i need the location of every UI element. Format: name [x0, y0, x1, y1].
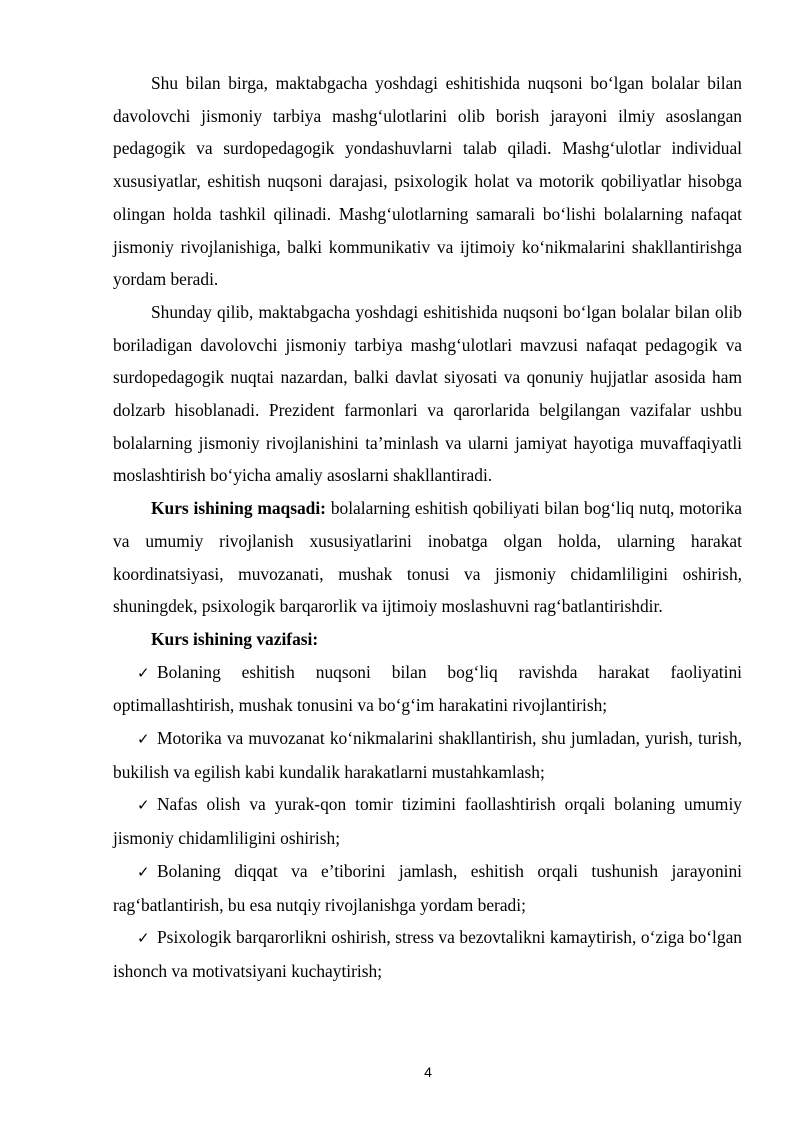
paragraph-intro: Shu bilan birga, maktabgacha yoshdagi eshitishida nuqsoni bo‘lgan bolalar bilan davolovchi jismoniy tarbiya mashg‘ulotlarini olib borish jarayoni ilmiy asoslangan pedagogik va surdopedagogik yondashuvlarni talab qiladi. Mashg‘ulotlar individual xususiyatlar, eshitish nuqsoni darajasi, psixologik holat va motorik qobiliyatlar hisobga olingan holda tashkil qilinadi. Mashg‘ulotlarning samarali bo‘lishi bolalarning nafaqat jismoniy rivojlanishiga, balki kommunikativ va ijtimoiy ko‘nikmalarini shakllantirishga yordam beradi.	[113, 73, 742, 290]
checkmark-icon: ✓	[137, 796, 150, 815]
task-item-3	[113, 788, 742, 854]
checkmark-icon: ✓	[137, 929, 150, 948]
page-number: 4	[424, 1064, 432, 1080]
goal-text: bolalarning eshitish qobiliyati bilan bog‘liq nutq, motorika va umumiy rivojlanish xususiyatlarini inobatga olgan holda, ularning harakat koordinatsiyasi, muvozanati, mushak tonusi va jismoniy chidamliligini oshirish, shuningdek, psixologik barqarorlik va ijtimoiy moslashuvni rag‘batlantirishdir.	[113, 498, 743, 617]
task-text: Motorika va muvozanat ko‘nikmalarini shakllantirish, shu jumladan, yurish, turish, bukilish va egilish kabi kundalik harakatlarni mustahkamlash;	[113, 728, 742, 782]
task-text: Bolaning eshitish nuqsoni bilan bog‘liq ravishda harakat faoliyatini optimallashtirish, mushak tonusini va bo‘g‘im harakatini rivojlantirish;	[113, 661, 742, 716]
task-item-5	[113, 921, 742, 987]
paragraph-conclusion: Shunday qilib, maktabgacha yoshdagi eshitishida nuqsoni bo‘lgan bolalar bilan olib boriladigan davolovchi jismoniy tarbiya mashg‘ulotlari mavzusi nafaqat pedagogik va surdopedagogik nuqtai nazardan, balki davlat siyosati va qonuniy hujjatlar asosida ham dolzarb hisoblanadi. Prezident farmonlari va qarorlarida belgilangan vazifalar ushbu bolalarning jismoniy rivojlanishini ta’minlash va ularni jamiyat hayotiga muvaffaqiyatli moslashtirish bo‘yicha amaliy asoslarni shakllantiradi.	[113, 301, 742, 486]
task-item-4	[113, 855, 742, 921]
checkmark-icon: ✓	[137, 663, 150, 682]
task-text: Nafas olish va yurak-qon tomir tizimini faollashtirish orqali bolaning umumiy jismoniy chidamliligini oshirish;	[113, 794, 742, 849]
task-text: Psixologik barqarorlikni oshirish, stress va bezovtalikni kamaytirish, o‘ziga bo‘lgan ishonch va motivatsiyani kuchaytirish;	[113, 927, 742, 981]
task-text: Bolaning diqqat va e’tiborini jamlash, eshitish orqali tushunish jarayonini rag‘batlantirish, bu esa nutqiy rivojlanishga yordam beradi;	[113, 860, 742, 915]
goal-label: Kurs ishining maqsadi:	[151, 498, 326, 519]
task-item-1	[113, 656, 742, 722]
task-item-2	[113, 722, 742, 788]
goal-paragraph	[113, 492, 742, 623]
checkmark-icon: ✓	[137, 862, 150, 881]
document-page	[113, 67, 742, 988]
tasks-heading: Kurs ishining vazifasi:	[151, 628, 319, 649]
checkmark-icon: ✓	[137, 730, 150, 749]
